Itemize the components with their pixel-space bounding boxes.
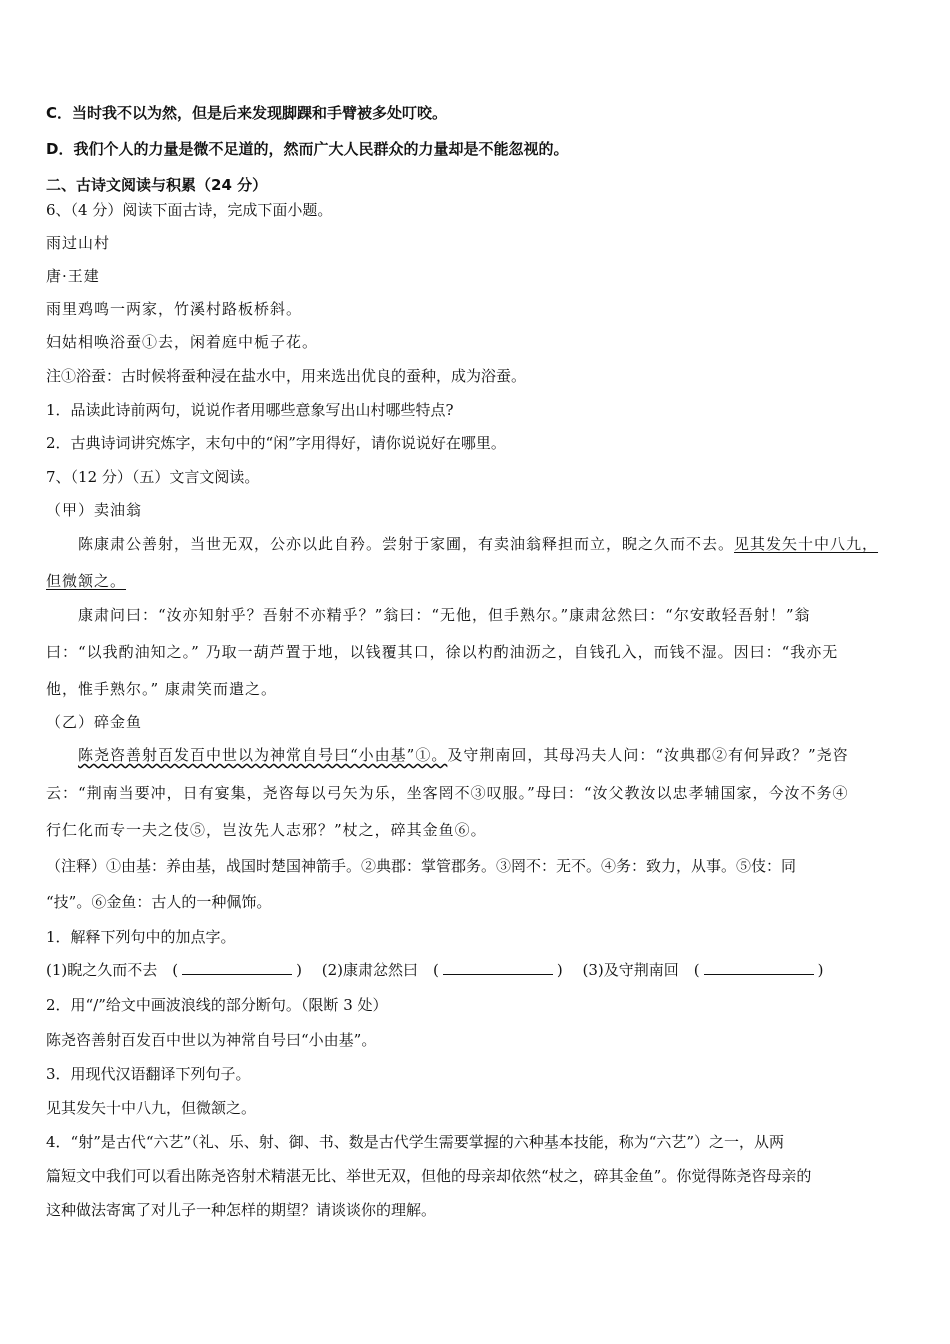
q6-sub2: 2．古典诗词讲究炼字，末句中的“闲”字用得好，请你说说好在哪里。 (46, 434, 506, 452)
jia-underlined-1: 见其发矢十中八九， (734, 535, 879, 553)
yi-paragraph-2: 云：“荆南当要冲，日有宴集，尧咨每以弓矢为乐，坐客罔不③叹服。”母曰：“汝父教汝以忠孝辅国家，今汝不务④ (46, 784, 849, 802)
q7-sub4-line-2: 篇短文中我们可以看出陈尧咨射术精湛无比、举世无双，但他的母亲却依然“杖之，碎其金鱼”。你觉得陈尧咨母亲的 (46, 1167, 812, 1185)
answer-blank-1[interactable] (182, 960, 292, 975)
q6-sub1: 1．品读此诗前两句，说说作者用哪些意象写出山村哪些特点? (46, 401, 454, 419)
jia-paragraph-1b (46, 571, 910, 591)
answer-blank-2[interactable] (443, 960, 553, 975)
option-d: D．我们个人的力量是微不足道的，然而广大人民群众的力量却是不能忽视的。 (46, 140, 569, 158)
q7-stem: 7、（12 分）（五）文言文阅读。 (46, 468, 260, 486)
q7-sub4-line-3: 这种做法寄寓了对儿子一种怎样的期望？请谈谈你的理解。 (46, 1201, 437, 1219)
q6-stem: 6、（4 分）阅读下面古诗，完成下面小题。 (46, 201, 333, 219)
notes-line-2: “技”。⑥金鱼：古人的一种佩饰。 (46, 893, 272, 911)
poem-line-2: 妇姑相唤浴蚕①去，闲着庭中栀子花。 (46, 333, 319, 351)
poem-title: 雨过山村 (46, 234, 111, 252)
poem-line-1: 雨里鸡鸣一两家，竹溪村路板桥斜。 (46, 300, 303, 318)
q7-sub1-items: (1)睨之久而不去 ( ) (2)康肃忿然曰 ( ) (3)及守荆南回 ( ) (46, 961, 824, 979)
answer-blank-3[interactable] (704, 960, 814, 975)
q7-sub3: 3．用现代汉语翻译下列句子。 (46, 1065, 251, 1083)
jia-paragraph-2a: 康肃问曰：“汝亦知射乎？吾射不亦精乎？”翁曰：“无他，但手熟尔。”康肃忿然曰：“尔安敢轻吾射！”翁 (78, 606, 811, 624)
section-title: 二、古诗文阅读与积累（24 分） (46, 176, 268, 194)
notes-line-1: （注释）①由基：养由基，战国时楚国神箭手。②典郡：掌管郡务。③罔不：无不。④务：致力，从事。⑤伎：同 (46, 857, 797, 875)
q7-sub2-text: 陈尧咨善射百发百中世以为神常自号曰“小由基”。 (46, 1031, 377, 1049)
poem-note: 注①浴蚕：古时候将蚕种浸在盐水中，用来选出优良的蚕种，成为浴蚕。 (46, 367, 527, 385)
jia-paragraph-1: 陈康肃公善射，当世无双，公亦以此自矜。尝射于家圃，有卖油翁释担而立，睨之久而不去。见其发矢十中八九， (78, 535, 879, 553)
q7-sub4-line-1: 4．“射”是古代“六艺”（礼、乐、射、御、书、数是古代学生需要掌握的六种基本技能，称为“六艺”）之一，从两 (46, 1133, 785, 1151)
q7-sub2: 2．用“/”给文中画波浪线的部分断句。（限断 3 处） (46, 996, 388, 1014)
jia-paragraph-2b: 曰：“以我酌油知之。” 乃取一葫芦置于地，以钱覆其口，徐以杓酌油沥之，自钱孔入，而钱不湿。因曰：“我亦无 (46, 643, 839, 661)
q7-sub1: 1．解释下列句中的加点字。 (46, 928, 236, 946)
poem-author: 唐·王建 (46, 267, 100, 285)
yi-wavy-text: 陈尧咨善射百发百中世以为神常自号曰“小由基”①。 (78, 746, 448, 764)
jia-paragraph-2c: 他，惟手熟尔。” 康肃笑而遣之。 (46, 680, 277, 698)
jia-title: （甲）卖油翁 (46, 501, 143, 519)
q7-sub3-text: 见其发矢十中八九，但微颔之。 (46, 1099, 257, 1117)
yi-title: （乙）碎金鱼 (46, 713, 143, 731)
yi-paragraph-3: 行仁化而专一夫之伎⑤，岂汝先人志邪？”杖之，碎其金鱼⑥。 (46, 821, 487, 839)
yi-paragraph-1: 陈尧咨善射百发百中世以为神常自号曰“小由基”①。及守荆南回，其母冯夫人问：“汝典郡②有何异政？”尧咨 (78, 746, 849, 764)
jia-underlined-2: 但微颔之。 (46, 572, 127, 590)
option-c: C．当时我不以为然，但是后来发现脚踝和手臂被多处叮咬。 (46, 104, 448, 122)
